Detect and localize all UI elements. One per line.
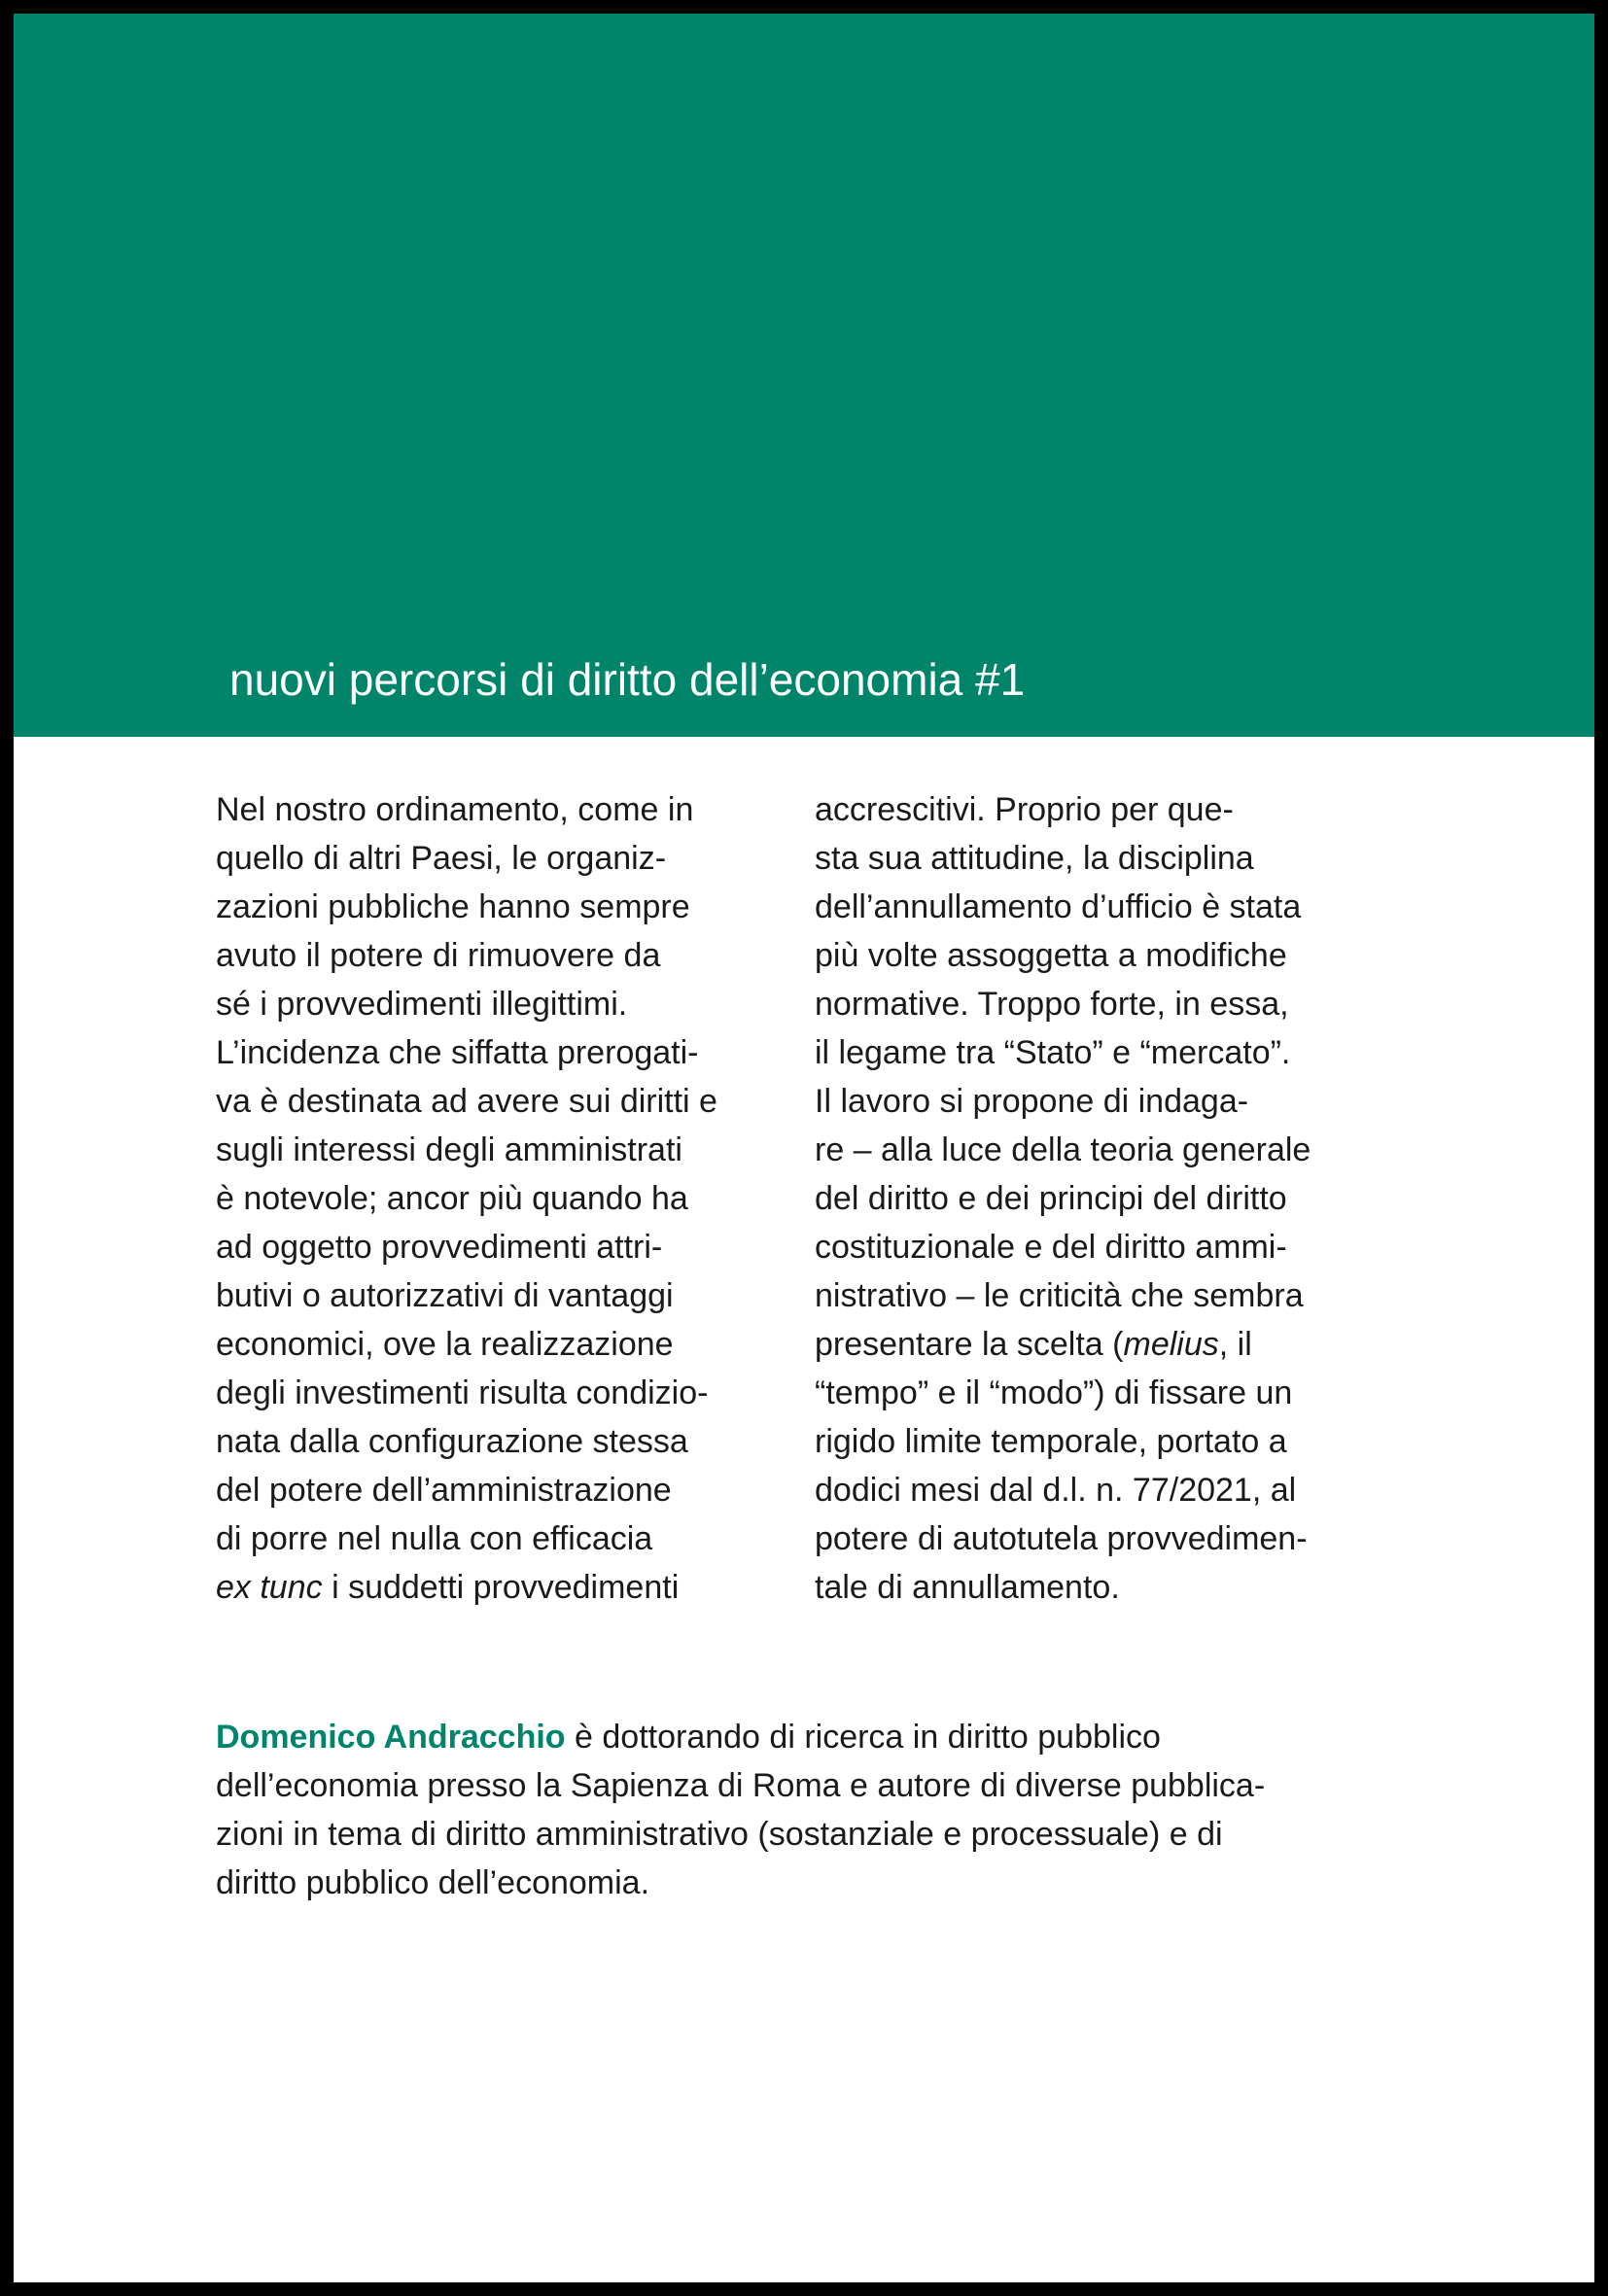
abstract-line: va è destinata ad avere sui diritti e: [216, 1083, 717, 1120]
abstract-line: potere di autotutela provvedimen-: [815, 1520, 1308, 1557]
author-bio-line: diritto pubblico dell’economia.: [216, 1864, 650, 1901]
author-name: Domenico Andracchio: [216, 1719, 566, 1756]
cover-color-band: [14, 14, 1594, 737]
abstract-line: sugli interessi degli amministrati: [216, 1131, 682, 1168]
abstract-line: sé i provvedimenti illegittimi.: [216, 986, 628, 1023]
abstract-line: economici, ove la realizzazione: [216, 1326, 674, 1363]
latin-phrase: ex tunc: [216, 1569, 323, 1606]
abstract-line: accrescitivi. Proprio per que-: [815, 791, 1234, 828]
abstract-line: Il lavoro si propone di indaga-: [815, 1083, 1249, 1120]
abstract-line: butivi o autorizzativi di vantaggi: [216, 1277, 674, 1314]
abstract-line: del diritto e dei principi del diritto: [815, 1180, 1287, 1217]
abstract-line: “tempo” e il “modo”) di fissare un: [815, 1374, 1293, 1411]
abstract-line: sta sua attitudine, la disciplina: [815, 840, 1254, 877]
abstract-line-last: [216, 1563, 789, 1612]
abstract-line: Nel nostro ordinamento, come in: [216, 791, 694, 828]
author-bio-line: zioni in tema di diritto amministrativo (sostanziale e processuale) e di: [216, 1816, 1223, 1853]
abstract-line: quello di altri Paesi, le organiz-: [216, 840, 667, 877]
abstract-line: più volte assoggetta a modifiche: [815, 937, 1287, 974]
latin-word: melius: [1123, 1326, 1219, 1363]
abstract-line: nistrativo – le criticità che sembra: [815, 1277, 1304, 1314]
series-title: nuovi percorsi di diritto dell’economia #1: [229, 654, 1026, 705]
abstract-line: avuto il potere di rimuovere da: [216, 937, 661, 974]
author-bio-text: è dottorando di ricerca in diritto pubblico: [565, 1719, 1161, 1756]
abstract-line: di porre nel nulla con efficacia: [216, 1520, 653, 1557]
abstract-line: del potere dell’amministrazione: [216, 1472, 672, 1509]
author-bio-line: [216, 1713, 1412, 1761]
abstract-line: L’incidenza che siffatta prerogati-: [216, 1034, 699, 1071]
abstract-line: dell’annullamento d’ufficio è stata: [815, 888, 1302, 925]
abstract-line: dodici mesi dal d.l. n. 77/2021, al: [815, 1472, 1297, 1509]
abstract-line-post: , il: [1218, 1326, 1252, 1363]
abstract-line-mixed: [815, 1320, 1388, 1369]
abstract-line: costituzionale e del diritto ammi-: [815, 1229, 1287, 1266]
abstract-line: nata dalla configurazione stessa: [216, 1423, 688, 1460]
abstract-line: il legame tra “Stato” e “mercato”.: [815, 1034, 1291, 1071]
abstract-line: normative. Troppo forte, in essa,: [815, 986, 1289, 1023]
abstract-line: zazioni pubbliche hanno sempre: [216, 888, 690, 925]
abstract-column-right: [815, 785, 1388, 1612]
abstract-line: tale di annullamento.: [815, 1569, 1120, 1606]
author-bio-line: dell’economia presso la Sapienza di Roma e autore di diverse pubblica-: [216, 1767, 1266, 1804]
abstract-line: ad oggetto provvedimenti attri-: [216, 1229, 663, 1266]
abstract-line: è notevole; ancor più quando ha: [216, 1180, 688, 1217]
abstract-column-left: [216, 785, 789, 1612]
abstract-line: degli investimenti risulta condizio-: [216, 1374, 709, 1411]
author-bio: [216, 1713, 1412, 1907]
abstract-line: re – alla luce della teoria generale: [815, 1131, 1311, 1168]
abstract-line-rest: i suddetti provvedimenti: [322, 1569, 680, 1606]
abstract-line: rigido limite temporale, portato a: [815, 1423, 1287, 1460]
abstract-line-pre: presentare la scelta (: [815, 1326, 1124, 1363]
